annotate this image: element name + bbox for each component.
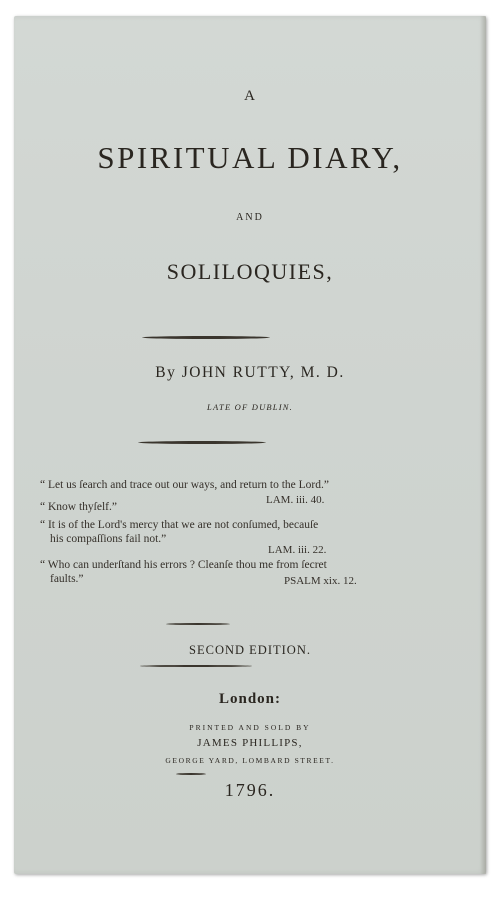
book-subtitle: SOLILOQUIES,	[166, 259, 334, 284]
epigraph-line: “ It is of the Lord's mercy that we are not conſumed, becauſe	[40, 519, 319, 531]
epigraph-reference: LAM. iii. 40.	[266, 494, 325, 506]
ornamental-rule	[140, 665, 252, 667]
edition-line: SECOND EDITION.	[189, 643, 311, 657]
epigraph-line: his compaſſions fail not.”	[50, 533, 167, 545]
imprint-printed-by: PRINTED AND SOLD BY	[189, 723, 311, 732]
imprint-year: 1796.	[224, 780, 276, 800]
epigraph-reference: LAM. iii. 22.	[268, 544, 327, 556]
ornamental-rule	[142, 336, 270, 339]
imprint-printer: JAMES PHILLIPS,	[197, 737, 303, 749]
ornamental-rule	[138, 441, 266, 444]
imprint-address: GEORGE YARD, LOMBARD STREET.	[165, 756, 335, 765]
title-article: A	[244, 88, 256, 104]
epigraph-line: “ Let us ſearch and trace out our ways, and return to the Lord.”	[40, 479, 329, 491]
title-page	[14, 16, 486, 874]
epigraph-line: “ Who can underſtand his errors ? Cleanſe thou me from ſecret	[40, 559, 327, 571]
epigraph-reference: PSALM xix. 12.	[284, 575, 357, 587]
author-note: LATE OF DUBLIN.	[207, 402, 293, 412]
book-title: SPIRITUAL DIARY,	[97, 140, 403, 175]
epigraph-line: faults.”	[50, 573, 84, 585]
epigraph-line: “ Know thyſelf.”	[40, 501, 117, 513]
ornamental-rule	[166, 623, 230, 625]
ornamental-rule	[176, 773, 206, 775]
title-conjunction: AND	[236, 212, 264, 223]
imprint-place: London:	[218, 691, 282, 707]
author-line: By JOHN RUTTY, M. D.	[155, 364, 345, 381]
